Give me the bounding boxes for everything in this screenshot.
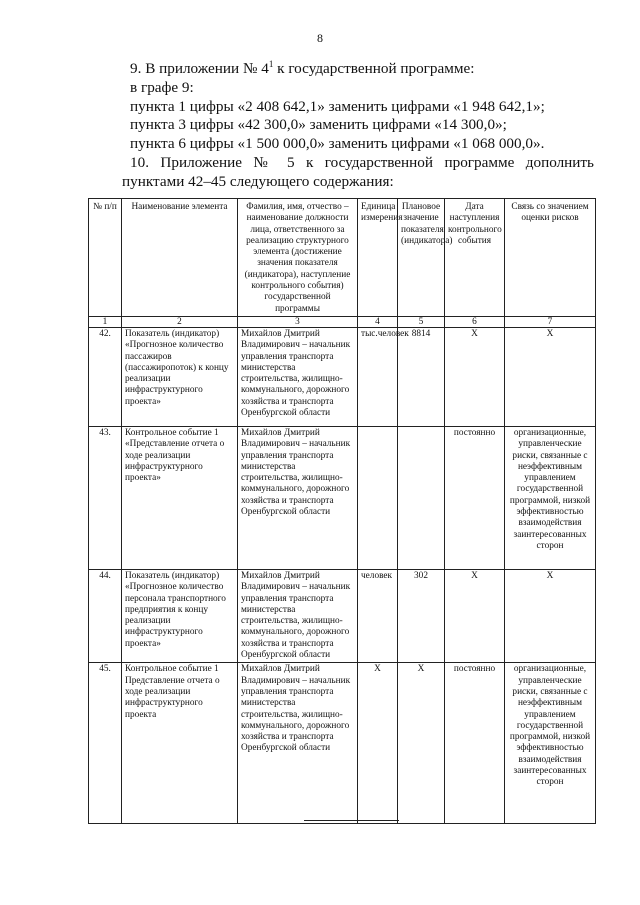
row-risk-link: Х [505,569,596,662]
row-responsible: Михайлов Дмитрий Владимирович – начальник управления транспорта министерства строительства, жилищно-коммунального, дорожного хозяйства и транспорта Оренбургской области [238,327,358,426]
bottom-separator-line [304,820,399,821]
column-number: 6 [445,316,505,327]
table-header-row [89,199,596,317]
paragraph-10-line-1: 10. Приложение № 5 к государственной программе дополнить [130,153,594,171]
header-event-date: Дата наступления контрольного события [445,199,505,317]
row-number: 44. [89,569,122,662]
row-responsible: Михайлов Дмитрий Владимирович – начальник управления транспорта министерства строительства, жилищно-коммунального, дорожного хозяйства и транспорта Оренбургской области [238,426,358,569]
body-text [122,58,594,192]
row-event-date: Х [445,327,505,426]
row-number: 43. [89,426,122,569]
row-event-date: постоянно [445,426,505,569]
column-number: 2 [122,316,238,327]
row-unit: тыс.человек [358,327,398,426]
row-element-name: Показатель (индикатор) «Прогнозное количество пассажиров (пассажиропоток) к концу реализации инфраструктурного проекта» [122,327,238,426]
header-responsible: Фамилия, имя, отчество – наименование должности лица, ответственного за реализацию структурного элемента (достижение значения показателя (индикатора), наступление контрольного события) государственной программы [238,199,358,317]
column-number: 3 [238,316,358,327]
paragraph-9-intro [130,60,594,79]
column-number: 7 [505,316,596,327]
row-risk-link: организационные, управленческие риски, связанные с неэффективным управлением государственной программой, низкой эффективностью взаимодействия заинтересованных сторон [505,663,596,824]
row-unit: человек [358,569,398,662]
header-plan-value: Плановое значение показателя (индикатора) [398,199,445,317]
column-number: 4 [358,316,398,327]
table-column-numbers-row [89,316,596,327]
paragraph-9-intro-text: 9. В приложении № 4 [130,60,269,77]
table-row [89,426,596,569]
row-number: 42. [89,327,122,426]
paragraph-9-item-1: пункта 1 цифры «2 408 642,1» заменить цифрами «1 948 642,1»; [130,97,545,115]
column-number: 5 [398,316,445,327]
row-unit [358,426,398,569]
row-plan-value: Х [398,663,445,824]
table-row [89,569,596,662]
row-plan-value: 302 [398,569,445,662]
paragraph-9-intro-tail: к государственной программе: [273,60,475,77]
paragraph-9-item-3: пункта 3 цифры «42 300,0» заменить цифрами «14 300,0»; [130,116,507,134]
row-risk-link: организационные, управленческие риски, связанные с неэффективным управлением государственной программой, низкой эффективностью взаимодействия заинтересованных сторон [505,426,596,569]
page-number: 8 [317,31,323,45]
header-num: № п/п [89,199,122,317]
row-event-date: постоянно [445,663,505,824]
row-responsible: Михайлов Дмитрий Владимирович – начальник управления транспорта министерства строительства, жилищно-коммунального, дорожного хозяйства и транспорта Оренбургской области [238,663,358,824]
row-element-name: Контрольное событие 1 Представление отчета о ходе реализации инфраструктурного проекта [122,663,238,824]
paragraph-9-item-6: пункта 6 цифры «1 500 000,0» заменить цифрами «1 068 000,0». [130,135,545,153]
row-risk-link: Х [505,327,596,426]
header-risk-link: Связь со значением оценки рисков [505,199,596,317]
paragraph-9-column: в графе 9: [130,78,194,96]
header-unit: Единица измерения [358,199,398,317]
row-element-name: Контрольное событие 1 «Представление отчета о ходе реализации инфраструктурного проекта» [122,426,238,569]
row-responsible: Михайлов Дмитрий Владимирович – начальник управления транспорта министерства строительства, жилищно-коммунального, дорожного хозяйства и транспорта Оренбургской области [238,569,358,662]
row-unit: Х [358,663,398,824]
paragraph-9-superscript: 1 [268,58,274,69]
header-element-name: Наименование элемента [122,199,238,317]
row-element-name: Показатель (индикатор) «Прогнозное количество персонала транспортного предприятия к концу реализации инфраструктурного проекта» [122,569,238,662]
row-event-date: Х [445,569,505,662]
table-row [89,663,596,824]
table-row [89,327,596,426]
row-number: 45. [89,663,122,824]
elements-table [88,198,596,824]
row-plan-value: 8814 [398,327,445,426]
paragraph-10-line-2: пунктами 42–45 следующего содержания: [122,172,394,190]
row-plan-value [398,426,445,569]
column-number: 1 [89,316,122,327]
